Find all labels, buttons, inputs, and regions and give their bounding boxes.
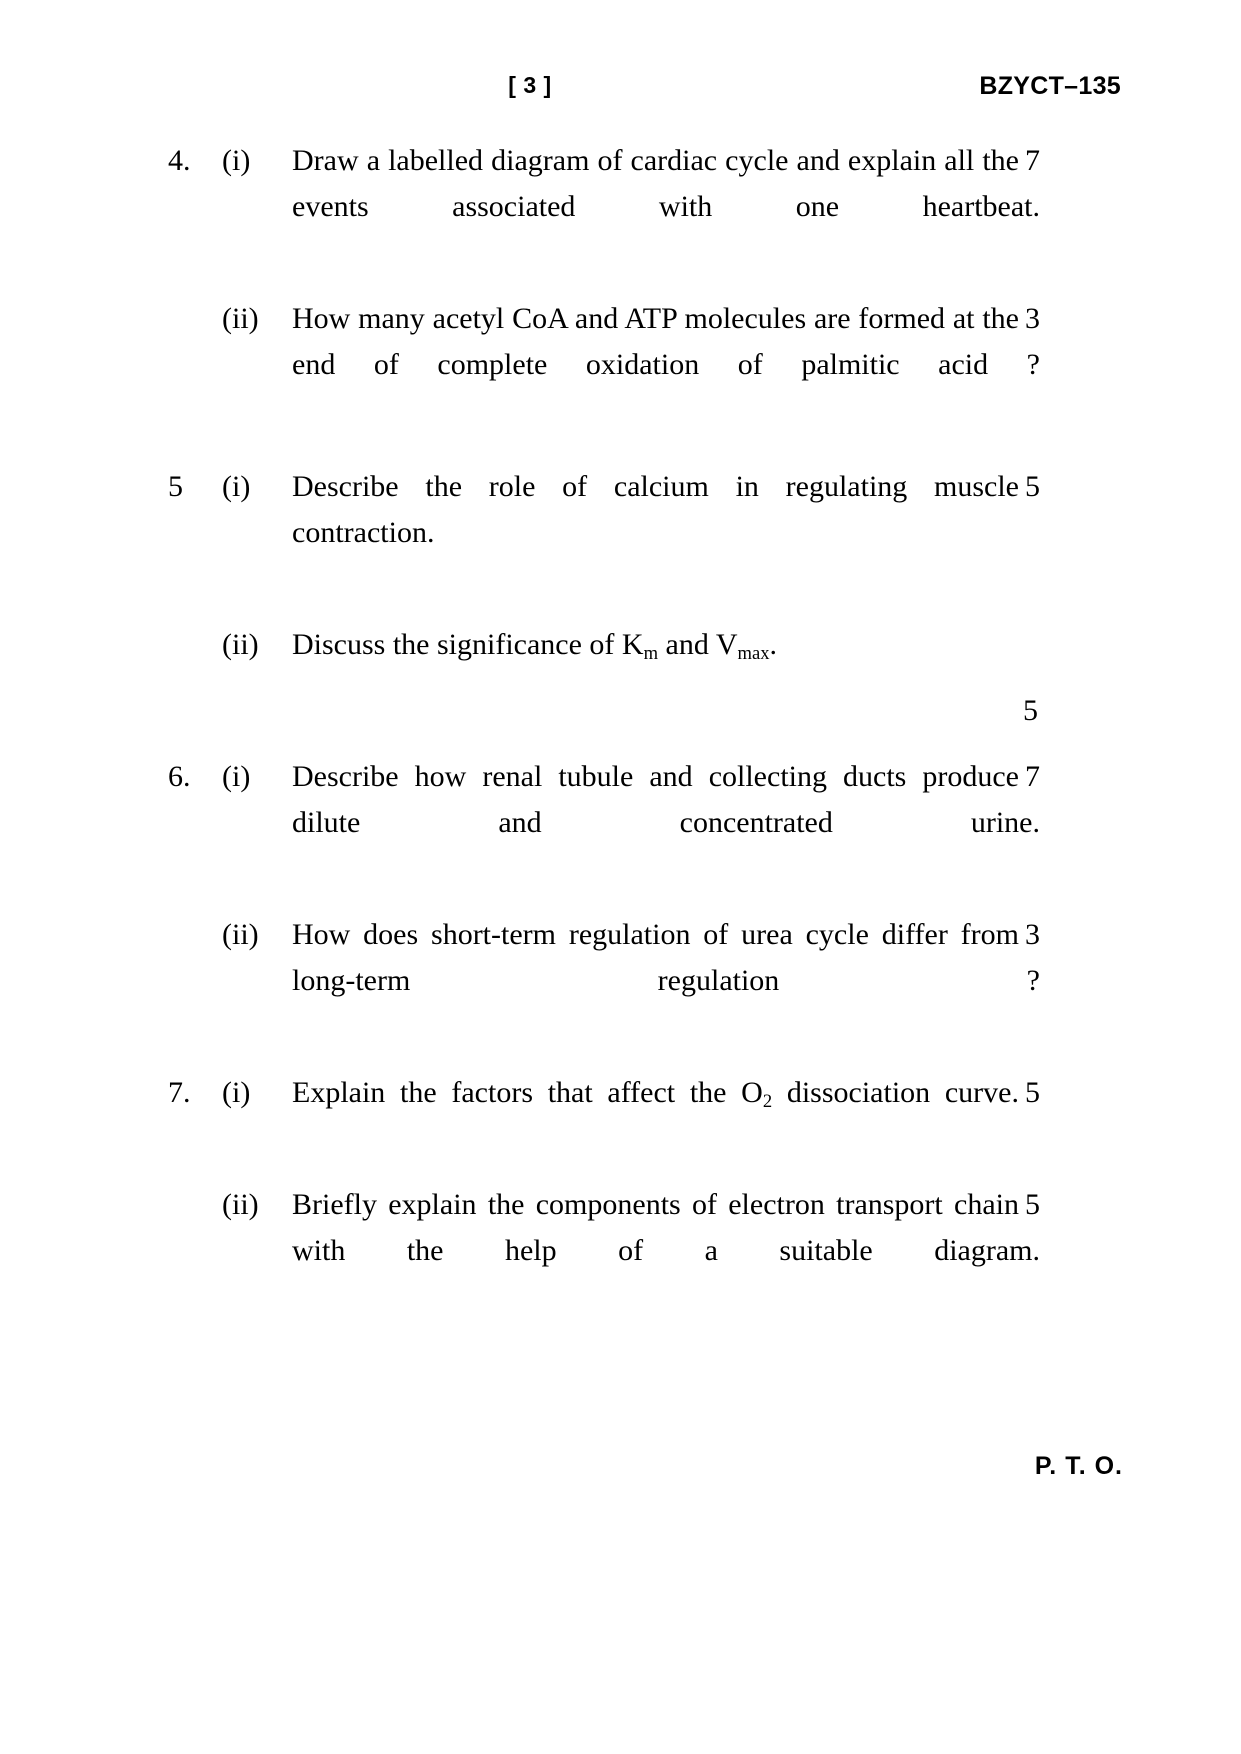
question-list bbox=[168, 138, 1040, 1340]
part-text-wrapper bbox=[292, 1070, 1040, 1162]
part-label: (ii) bbox=[222, 628, 259, 661]
part-marks: 5 bbox=[1025, 1188, 1040, 1221]
part-marks: 5 bbox=[1023, 694, 1038, 727]
question-part bbox=[168, 622, 1040, 668]
part-marks: 7 bbox=[1025, 760, 1040, 793]
subscript-km: m bbox=[643, 643, 659, 665]
part-text-wrapper bbox=[292, 296, 1040, 434]
question-number: 5 bbox=[168, 470, 183, 503]
part-text-segment: Explain the factors that affect the O bbox=[292, 1076, 763, 1109]
part-marks: 7 bbox=[1025, 144, 1040, 177]
part-text-segment: Discuss the significance of K bbox=[292, 628, 644, 661]
part-label: (ii) bbox=[222, 1188, 259, 1221]
question-block-4 bbox=[168, 138, 1040, 434]
part-text-wrapper bbox=[292, 138, 1040, 276]
part-text: Briefly explain the components of electron transport chain with the help of a suitable diagram. bbox=[292, 1188, 1040, 1267]
question-part bbox=[168, 296, 1040, 434]
question-number: 6. bbox=[168, 760, 191, 793]
question-part bbox=[168, 138, 1040, 276]
question-block-6 bbox=[168, 754, 1040, 1050]
block-spacer bbox=[168, 454, 1040, 464]
part-text bbox=[292, 1070, 1040, 1162]
question-part bbox=[168, 1070, 1040, 1162]
question-block-5 bbox=[168, 464, 1040, 734]
question-number: 4. bbox=[168, 144, 191, 177]
question-part bbox=[168, 1182, 1040, 1320]
question-part bbox=[168, 754, 1040, 892]
part-text: How does short-term regulation of urea cycle differ from long-term regulation ? bbox=[292, 918, 1040, 997]
part-label: (ii) bbox=[222, 918, 259, 951]
part-marks: 3 bbox=[1025, 918, 1040, 951]
page-header bbox=[0, 72, 1241, 112]
part-text: Describe the role of calcium in regulating muscle contraction. bbox=[292, 470, 1019, 549]
part-label: (i) bbox=[222, 1076, 251, 1109]
part-marks: 3 bbox=[1025, 302, 1040, 335]
part-text-segment: . bbox=[769, 628, 778, 661]
part-text: Describe how renal tubule and collecting ducts produce dilute and concentrated urine. bbox=[292, 760, 1040, 839]
part-text-wrapper bbox=[292, 1182, 1040, 1320]
part-label: (i) bbox=[222, 144, 251, 177]
part-text-wrapper bbox=[292, 464, 1040, 602]
part-label: (i) bbox=[222, 760, 251, 793]
question-part bbox=[168, 464, 1040, 602]
question-block-7 bbox=[168, 1070, 1040, 1320]
pto-label: P. T. O. bbox=[1034, 1452, 1123, 1480]
part-text-wrapper bbox=[292, 622, 1040, 668]
paper-code: BZYCT–135 bbox=[979, 72, 1121, 100]
part-text-segment: and V bbox=[658, 628, 738, 661]
subscript-vmax: max bbox=[737, 643, 770, 665]
part-marks: 5 bbox=[1025, 1076, 1040, 1109]
part-label: (i) bbox=[222, 470, 251, 503]
subscript-o2: 2 bbox=[762, 1091, 773, 1113]
part-label: (ii) bbox=[222, 302, 259, 335]
question-number: 7. bbox=[168, 1076, 191, 1109]
part-text-wrapper bbox=[292, 754, 1040, 892]
part-text: How many acetyl CoA and ATP molecules are formed at the end of complete oxidation of palmitic acid ? bbox=[292, 302, 1040, 381]
page-number: [ 3 ] bbox=[508, 72, 552, 98]
part-text: Draw a labelled diagram of cardiac cycle and explain all the events associated with one heartbeat. bbox=[292, 144, 1040, 223]
question-part bbox=[168, 912, 1040, 1050]
part-marks: 5 bbox=[1025, 470, 1040, 503]
part-text-segment: dissociation curve. bbox=[772, 1076, 1019, 1109]
part-text-wrapper bbox=[292, 912, 1040, 1050]
